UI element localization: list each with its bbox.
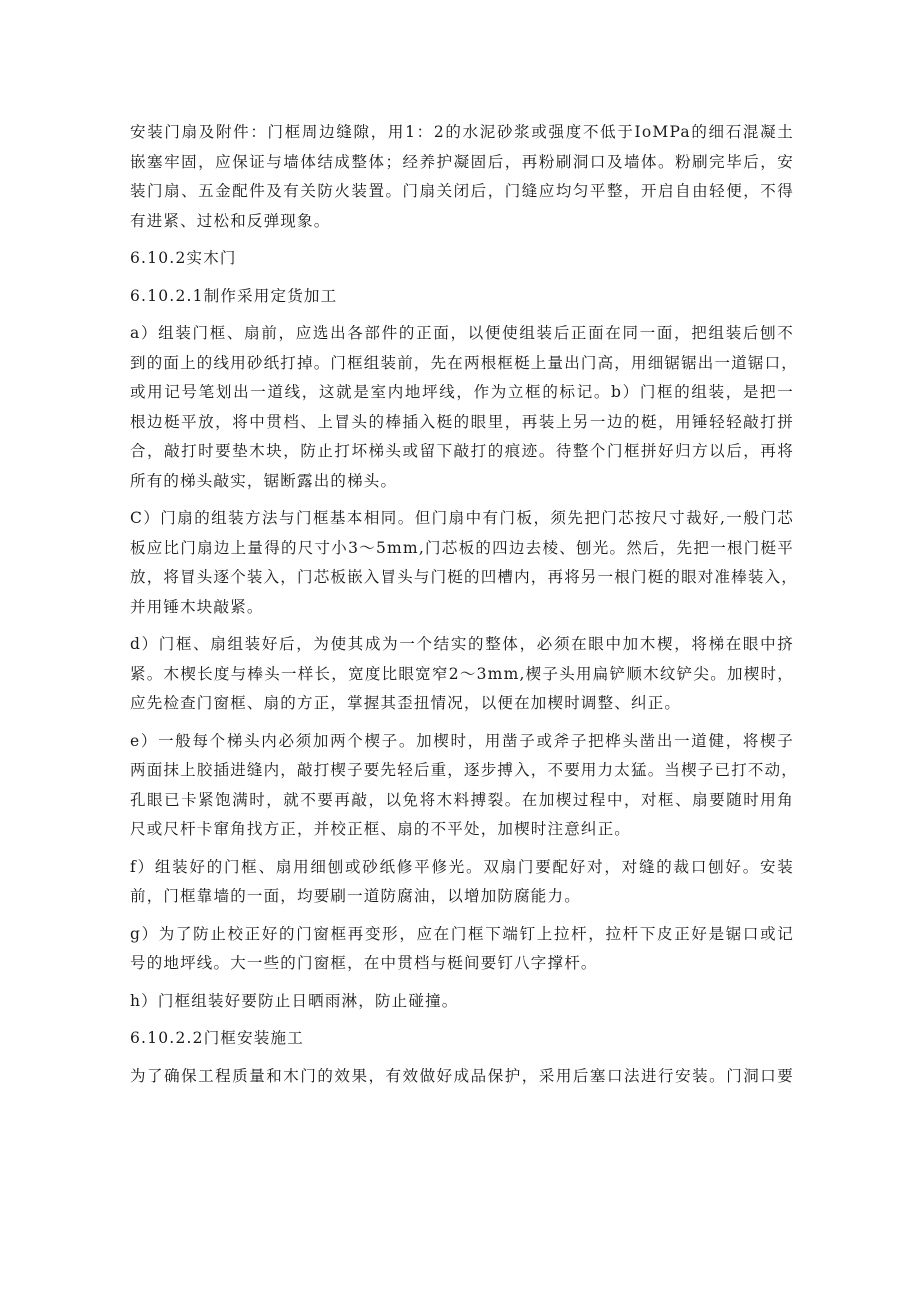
paragraph-item-d	[130, 630, 794, 719]
text-line: 尺或尺杆卡窜角找方正，并校正框、扇的不平处，加楔时注意纠正。	[130, 820, 632, 838]
text-line: 放，将冒头逐个装入，门芯板嵌入冒头与门梃的凹槽内，再将另一根门梃的眼对准棒装入，	[130, 568, 799, 586]
text-line: g）为了防止校正好的门窗框再变形，应在门框下端钉上拉杆，拉杆下皮正好是锯口或记	[130, 924, 794, 943]
text-line: 合，敲打时要垫木块，防止打坏梯头或留下敲打的痕迹。待整个门框拼好归方以后，再将	[130, 442, 794, 460]
paragraph-item-h	[130, 987, 794, 1017]
section-heading-6-10-2-2: 6.10.2.2门框安装施工	[130, 1029, 304, 1047]
paragraph-install-door-leaf	[130, 118, 794, 236]
paragraph-item-e	[130, 727, 799, 845]
paragraph-item-g	[130, 920, 794, 979]
text-line: 有进紧、过松和反弹现象。	[130, 211, 331, 230]
paragraph-item-c	[130, 504, 799, 622]
text-line: 两面抹上胶插进缝内，敲打楔子要先轻后重，逐步搏入，不要用力太猛。当楔子已打不动，	[130, 761, 799, 779]
text-line: 号的地坪线。大一些的门窗框，在中贯档与梃间要钉八字撑杆。	[130, 954, 598, 972]
text-line: 为了确保工程质量和木门的效果，有效做好成品保护，采用后塞口法进行安装。门洞口要	[130, 1066, 794, 1085]
text-line: e）一般每个梯头内必须加两个楔子。加楔时，用凿子或斧子把桦头凿出一道健，将楔子	[130, 731, 794, 750]
paragraph-item-a-b	[130, 319, 799, 496]
text-line: d）门框、扇组装好后，为使其成为一个结实的整体，必须在眼中加木楔，将梯在眼中挤	[130, 635, 794, 653]
text-line: C）门扇的组装方法与门框基本相同。但门扇中有门板，须先把门芯按尺寸裁好,一般门芯	[130, 509, 794, 527]
text-line: 紧。木楔长度与棒头一样长，宽度比眼宽窄2～3mm,楔子头用扁铲顺木纹铲尖。加楔时，	[130, 664, 794, 683]
text-line: 所有的梯头敲实，锯断露出的梯头。	[130, 471, 398, 490]
section-heading-6-10-2: 6.10.2实木门	[130, 249, 237, 267]
text-line: 根边梃平放，将中贯档、上冒头的棒插入梃的眼里，再装上另一边的梃，用锤轻轻敲打拼	[130, 412, 794, 431]
paragraph-frame-installation	[130, 1062, 794, 1092]
section-heading-6-10-2-1: 6.10.2.1制作采用定货加工	[130, 286, 338, 305]
document-page	[130, 118, 799, 1099]
text-line: 板应比门扇边上量得的尺寸小3～5mm,门芯板的四边去棱、刨光。然后，先把一根门梃平	[130, 538, 794, 557]
text-line: 嵌塞牢固，应保证与墙体结成整体；经养护凝固后，再粉刷洞口及墙体。粉刷完毕后，安	[130, 152, 794, 171]
paragraph-item-f	[130, 853, 794, 912]
text-line: h）门框组装好要防止日晒雨淋，防止碰撞。	[130, 991, 459, 1010]
text-line: 或用记号笔划出一道线，这就是室内地坪线，作为立框的标记。b）门框的组装，是把一	[130, 383, 794, 401]
text-line: 前，门框靠墙的一面，均要刷一道防腐油，以增加防腐能力。	[130, 887, 581, 905]
text-line: f）组装好的门框、扇用细刨或砂纸修平修光。双扇门要配好对，对缝的裁口刨好。安装	[130, 857, 794, 876]
text-line: 并用锤木块敲紧。	[130, 597, 264, 616]
text-line: 装门扇、五金配件及有关防火装置。门扇关闭后，门缝应均匀平整，开启自由轻便，不得	[130, 182, 794, 200]
text-line: 到的面上的线用砂纸打掉。门框组装前，先在两根框梃上量出门高，用细锯锯出一道锯口，	[130, 353, 799, 372]
text-line: 应先检查门窗框、扇的方正，掌握其歪扭情况，以便在加楔时调整、纠正。	[130, 694, 682, 712]
text-line: 安装门扇及附件：门框周边缝隙，用1：2的水泥砂浆或强度不低于IoMPa的细石混凝土	[130, 123, 794, 141]
text-line: 孔眼已卡紧饱满时，就不要再敲，以免将木料搏裂。在加楔过程中，对框、扇要随时用角	[130, 790, 794, 809]
text-line: a）组装门框、扇前，应选出各部件的正面，以便使组装后正面在同一面，把组装后刨不	[130, 324, 794, 342]
